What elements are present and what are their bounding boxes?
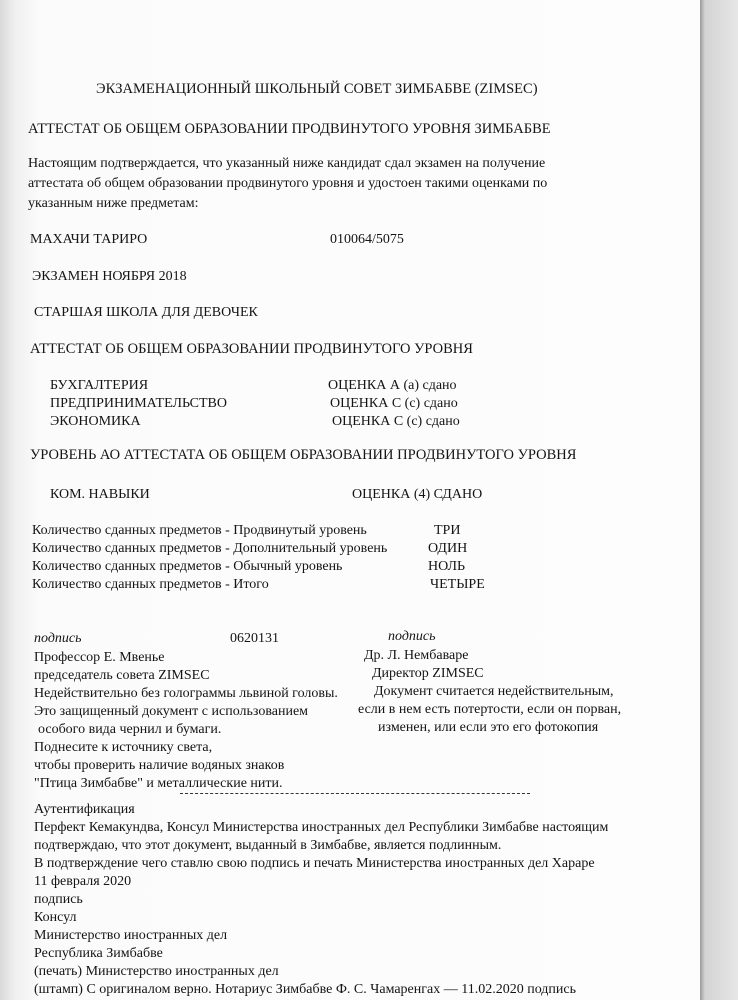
ao-level-heading: УРОВЕНЬ АО АТТЕСТАТА ОБ ОБЩЕМ ОБРАЗОВАНИИ ПРОДВИНУТОГО УРОВНЯ bbox=[30, 447, 577, 463]
authentication-line: подтверждаю, что этот документ, выданный в Зимбабве, является подлинным. bbox=[34, 838, 502, 853]
left-note-line: Поднесите к источнику света, bbox=[34, 740, 213, 755]
ao-subject-name: КОМ. НАВЫКИ bbox=[50, 487, 150, 502]
left-note-line: Это защищенный документ с использованием bbox=[34, 704, 309, 719]
summary-value: ЧЕТЫРЕ bbox=[430, 577, 485, 592]
authentication-line: (печать) Министерство иностранных дел bbox=[34, 964, 279, 979]
right-note-line: Документ считается недействительным, bbox=[374, 684, 614, 699]
authentication-line: В подтверждение чего ставлю свою подпись и печать Министерства иностранных дел Хараре bbox=[34, 856, 595, 871]
authentication-heading: Аутентификация bbox=[34, 802, 135, 817]
left-signatory-name: Профессор Е. Мвенье bbox=[34, 650, 165, 665]
candidate-name: МАХАЧИ ТАРИРО bbox=[30, 232, 148, 247]
authentication-line: Консул bbox=[34, 910, 77, 925]
school-name: СТАРШАЯ ШКОЛА ДЛЯ ДЕВОЧЕК bbox=[34, 305, 258, 320]
subject-grade: ОЦЕНКА С (с) сдано bbox=[332, 414, 460, 429]
document-title: ЭКЗАМЕНАЦИОННЫЙ ШКОЛЬНЫЙ СОВЕТ ЗИМБАБВЕ (ZIMSEC) bbox=[96, 81, 538, 97]
right-note-line: если в нем есть потертости, если он порван, bbox=[358, 702, 622, 717]
intro-line: аттестата об общем образовании продвинутого уровня и удостоен такими оценками по bbox=[28, 176, 548, 191]
subject-grade: ОЦЕНКА А (а) сдано bbox=[328, 378, 457, 393]
summary-value: ОДИН bbox=[428, 541, 468, 556]
signature-code: 0620131 bbox=[230, 631, 279, 646]
intro-line: Настоящим подтверждается, что указанный ниже кандидат сдал экзамен на получение bbox=[28, 156, 546, 171]
left-signature-label: подпись bbox=[34, 631, 82, 646]
left-note-line: "Птица Зимбабве" и металлические нити. bbox=[34, 776, 283, 791]
left-signatory-title: председатель совета ZIMSEC bbox=[34, 668, 210, 683]
summary-label: Количество сданных предметов - Продвинутый уровень bbox=[32, 523, 367, 538]
authentication-date: 11 февраля 2020 bbox=[34, 874, 132, 889]
right-signatory-title: Директор ZIMSEC bbox=[372, 666, 484, 681]
summary-label: Количество сданных предметов - Дополнительный уровень bbox=[32, 541, 388, 556]
certificate-title: АТТЕСТАТ ОБ ОБЩЕМ ОБРАЗОВАНИИ ПРОДВИНУТОГО УРОВНЯ ЗИМБАБВЕ bbox=[28, 121, 551, 137]
authentication-line: подпись bbox=[34, 892, 83, 907]
left-note-line: Недействительно без голограммы львиной головы. bbox=[34, 686, 338, 701]
summary-value: ТРИ bbox=[434, 523, 461, 538]
dashed-divider bbox=[180, 793, 530, 794]
subject-name: ЭКОНОМИКА bbox=[50, 414, 141, 429]
left-note-line: особого вида чернил и бумаги. bbox=[38, 722, 222, 737]
notary-footer: (штамп) С оригиналом верно. Нотариус Зимбабве Ф. С. Чамаренгах — 11.02.2020 подпись bbox=[34, 982, 576, 997]
summary-label: Количество сданных предметов - Обычный уровень bbox=[32, 559, 343, 574]
authentication-line: Перфект Кемакундва, Консул Министерства иностранных дел Республики Зимбабве настоящим bbox=[34, 820, 609, 835]
authentication-line: Министерство иностранных дел bbox=[34, 928, 228, 943]
subject-grade: ОЦЕНКА С (с) сдано bbox=[330, 396, 458, 411]
intro-line: указанным ниже предметам: bbox=[28, 196, 199, 211]
page-edge-shadow bbox=[700, 0, 738, 1000]
subject-name: ПРЕДПРИНИМАТЕЛЬСТВО bbox=[50, 396, 227, 411]
candidate-number: 010064/5075 bbox=[330, 232, 404, 247]
subject-name: БУХГАЛТЕРИЯ bbox=[50, 378, 149, 393]
left-note-line: чтобы проверить наличие водяных знаков bbox=[34, 758, 285, 773]
right-signatory-name: Др. Л. Нембаваре bbox=[364, 648, 469, 663]
summary-label: Количество сданных предметов - Итого bbox=[32, 577, 269, 592]
ao-subject-grade: ОЦЕНКА (4) СДАНО bbox=[352, 487, 483, 502]
a-level-heading: АТТЕСТАТ ОБ ОБЩЕМ ОБРАЗОВАНИИ ПРОДВИНУТОГО УРОВНЯ bbox=[30, 341, 473, 357]
authentication-line: Республика Зимбабве bbox=[34, 946, 163, 961]
summary-value: НОЛЬ bbox=[428, 559, 466, 574]
right-signature-label: подпись bbox=[388, 629, 436, 644]
right-note-line: изменен, или если это его фотокопия bbox=[378, 720, 599, 735]
exam-session: ЭКЗАМЕН НОЯБРЯ 2018 bbox=[32, 269, 187, 284]
